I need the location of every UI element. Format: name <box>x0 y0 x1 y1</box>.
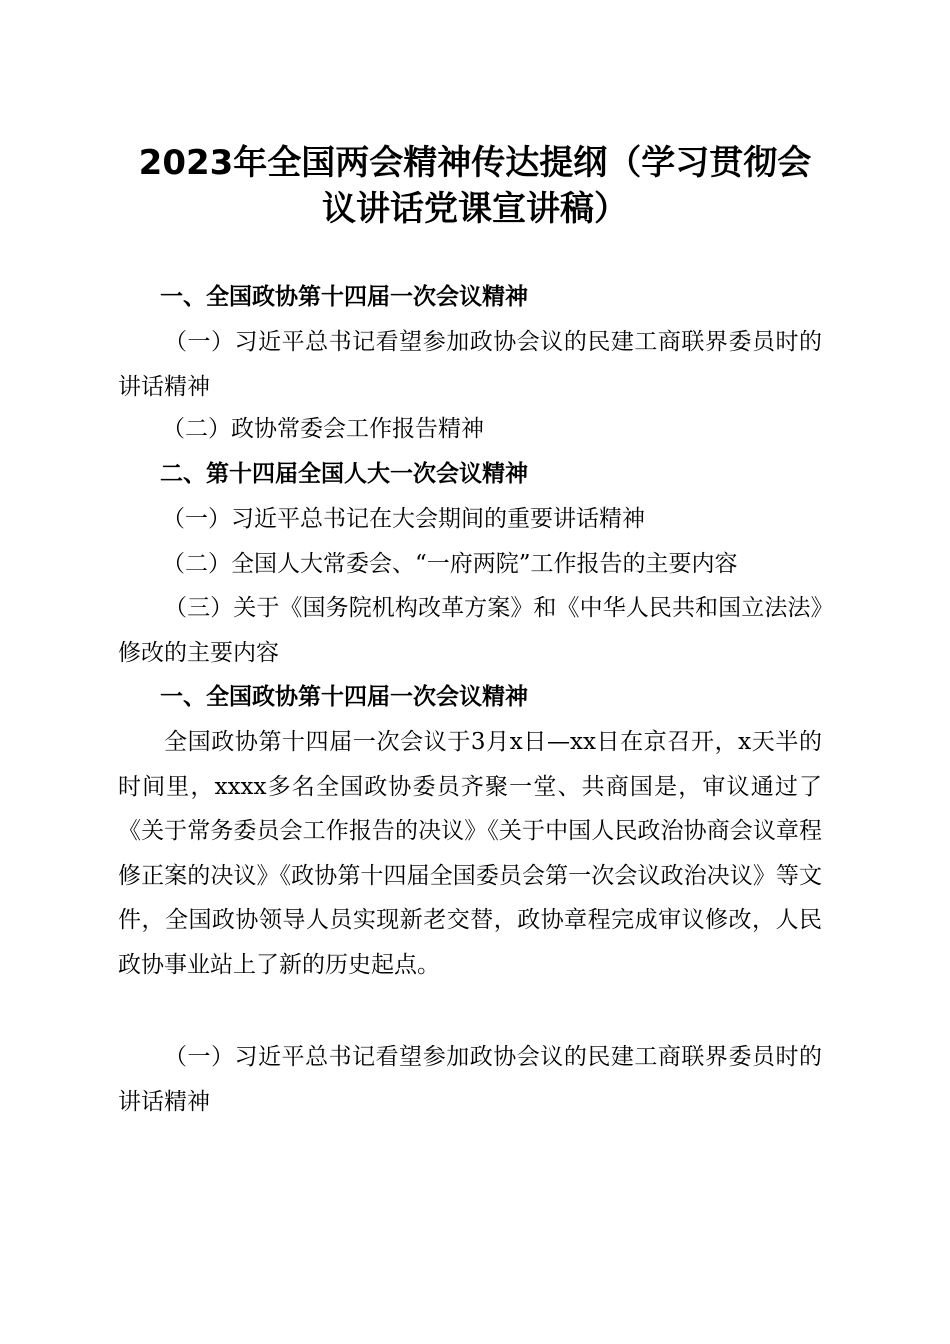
section-1-subheading: （一）习近平总书记看望参加政协会议的民建工商联界委员时的讲话精神 <box>118 1044 822 1115</box>
outline-heading-2: 二、第十四届全国人大一次会议精神 <box>160 461 528 487</box>
outline-item-2-1: （一）习近平总书记在大会期间的重要讲话精神 <box>162 506 645 532</box>
section-1-paragraph: 全国政协第十四届一次会议于3月x日—xx日在京召开，x天半的时间里，xxxx多名全国政协委员齐聚一堂、共商国是，审议通过了《关于常务委员会工作报告的决议》《关于中国人民政治协商会议章程修正案的决议》《政协第十四届全国委员会第一次会议政治决议》等文件，全国政协领导人员实现新老交替，政协章程完成审议修改，人民政协事业站上了新的历史起点。 <box>118 729 822 978</box>
outline-item-2-3: （三）关于《国务院机构改革方案》和《中华人民共和国立法法》修改的主要内容 <box>118 595 822 666</box>
outline-item-1-2: （二）政协常委会工作报告精神 <box>162 416 484 442</box>
outline-item-2-2: （二）全国人大常委会、“一府两院”工作报告的主要内容 <box>162 551 738 577</box>
document-title-line-2: 议讲话党课宣讲稿） <box>322 189 628 229</box>
outline-item-1-1: （一）习近平总书记看望参加政协会议的民建工商联界委员时的讲话精神 <box>118 329 822 400</box>
section-1-heading: 一、全国政协第十四届一次会议精神 <box>160 684 528 710</box>
document-title-line-1: 2023年全国两会精神传达提纲（学习贯彻会 <box>138 143 812 183</box>
outline-heading-1: 一、全国政协第十四届一次会议精神 <box>160 284 528 310</box>
